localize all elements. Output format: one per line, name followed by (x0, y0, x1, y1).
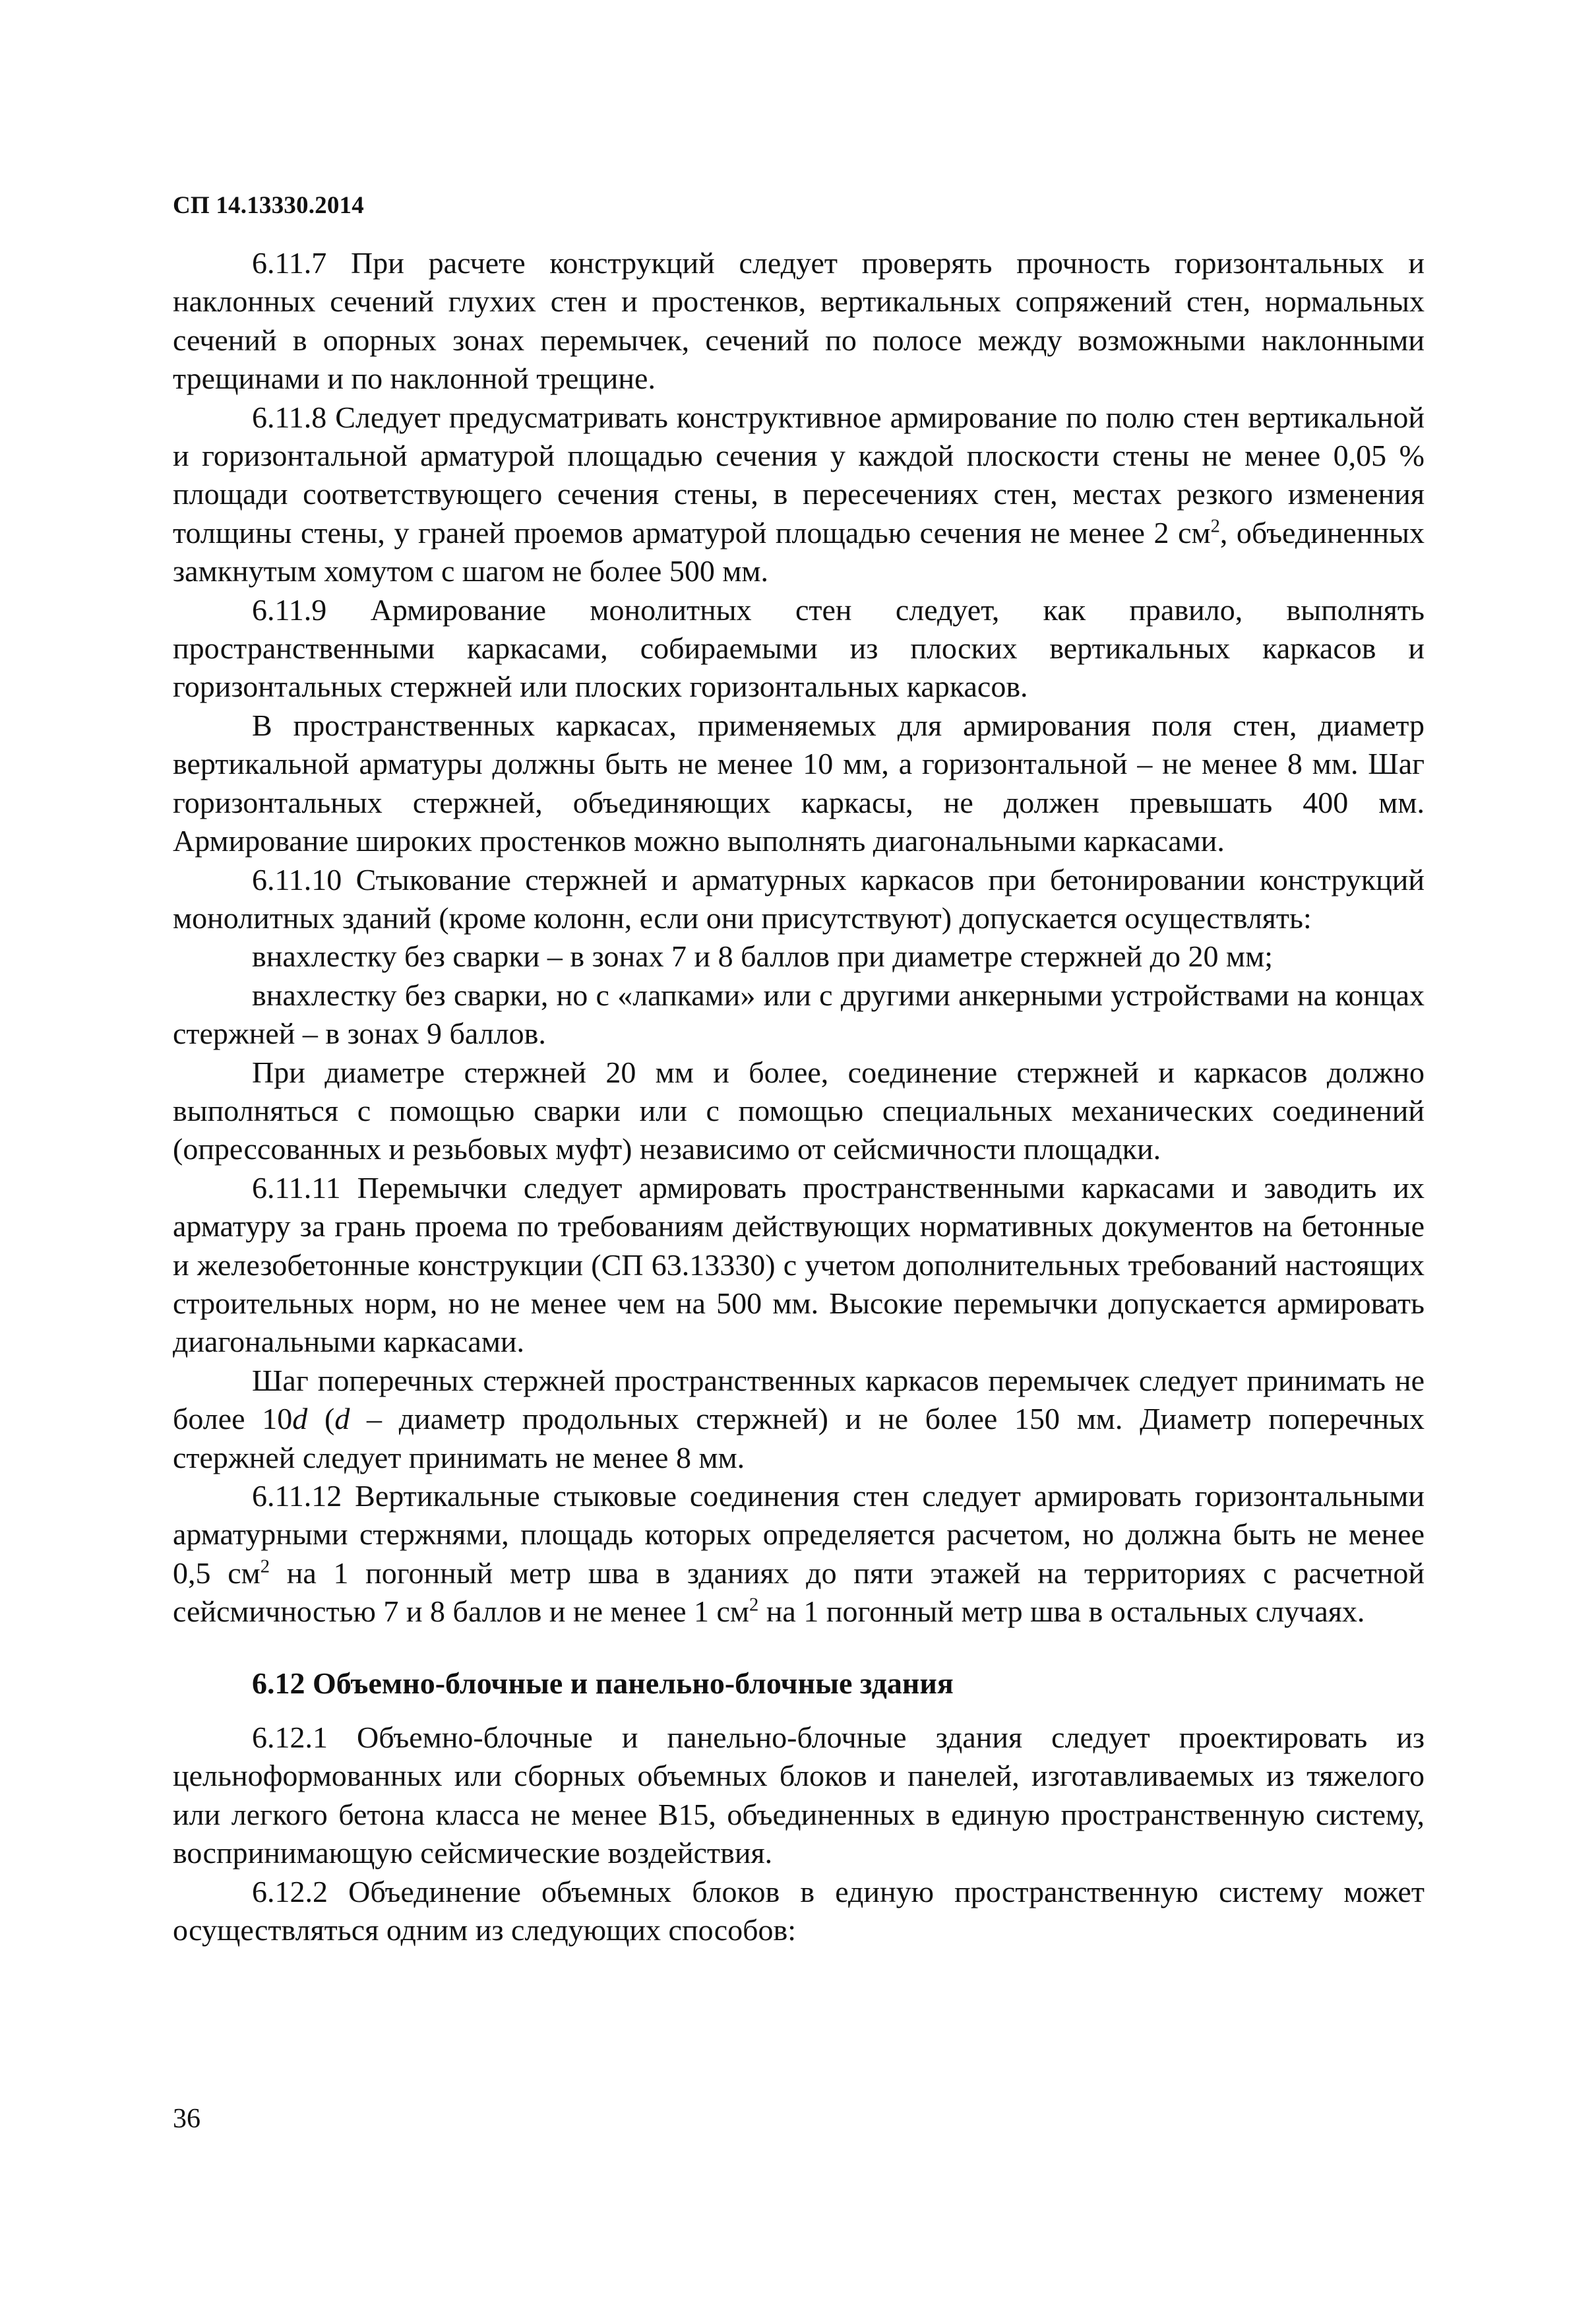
paragraph-6-11-8-text: 6.11.8 Следует предусматривать конструктивное армирование по полю стен вертикальной и горизонтальной арматурой площадью сечения у каждой плоскости стены не менее 0,05 % площади соответствующего сечения стены, в пересечениях стен, местах резкого изменения толщины стены, у граней проемов арматурой площадью сечения не менее 2 см (173, 400, 1425, 550)
paragraph-6-11-12 (173, 1477, 1425, 1631)
paragraph-6-11-9: 6.11.9 Армирование монолитных стен следует, как правило, выполнять пространственными каркасами, собираемыми из плоских вертикальных каркасов и горизонтальных стержней или плоских горизонтальных каркасов. (173, 592, 1425, 704)
superscript: 2 (749, 1594, 759, 1616)
paragraph-transverse-bars-mid: ( (307, 1402, 335, 1436)
paragraph-6-11-12-text: 6.11.12 Вертикальные стыковые соединения стен следует армировать горизонтальными арматурными стержнями, площадь которых определяется расчетом, но должна быть не менее 0,5 см (173, 1479, 1425, 1590)
paragraph-6-11-7: 6.11.7 При расчете конструкций следует проверять прочность горизонтальных и наклонных сечений глухих стен и простенков, вертикальных сопряжений стен, нормальных сечений в опорных зонах перемычек, сечений по полосе между возможными наклонными трещинами и по наклонной трещине. (173, 246, 1425, 396)
paragraph-6-11-8-end: , объединенных замкнутым хомутом с шагом не более 500 мм. (173, 515, 1425, 588)
paragraph-6-11-12-end: на 1 погонный метр шва в остальных случаях. (758, 1594, 1365, 1629)
document-code: СП 14.13330.2014 (173, 192, 364, 219)
list-item-lap-splice: внахлестку без сварки – в зонах 7 и 8 баллов при диаметре стержней до 20 мм; (252, 939, 1274, 974)
page-body (173, 244, 1425, 1949)
list-item-lap-splice-anchors: внахлестку без сварки, но с «лапками» или с другими анкерными устройствами на концах стержней – в зонах 9 баллов. (173, 978, 1425, 1051)
paragraph-6-12-1: 6.12.1 Объемно-блочные и панельно-блочные здания следует проектировать из цельноформованных или сборных объемных блоков и панелей, изготавливаемых из тяжелого или легкого бетона класса не менее В15, объединенных в единую пространственную систему, воспринимающую сейсмические воздействия. (173, 1720, 1425, 1870)
page-number: 36 (173, 2104, 200, 2134)
section-heading-6-12: 6.12 Объемно-блочные и панельно-блочные здания (252, 1666, 954, 1700)
paragraph-transverse-bars (173, 1362, 1425, 1477)
superscript: 2 (260, 1556, 270, 1577)
paragraph-transverse-bars-end: – диаметр продольных стержней) и не более 150 мм. Диаметр поперечных стержней следует принимать не менее 8 мм. (173, 1402, 1425, 1474)
italic-d: d (334, 1402, 350, 1436)
paragraph-frames: В пространственных каркасах, применяемых для армирования поля стен, диаметр вертикальной арматуры должны быть не менее 10 мм, а горизонтальной – не менее 8 мм. Шаг горизонтальных стержней, объединяющих каркасы, не должен превышать 400 мм. Армирование широких простенков можно выполнять диагональными каркасами. (173, 708, 1425, 858)
superscript: 2 (1210, 516, 1220, 537)
paragraph-6-11-8 (173, 398, 1425, 591)
paragraph-transverse-bars-text: Шаг поперечных стержней пространственных каркасов перемычек следует принимать не более 10 (173, 1363, 1425, 1436)
paragraph-6-12-2: 6.12.2 Объединение объемных блоков в единую пространственную систему может осуществляться одним из следующих способов: (173, 1874, 1425, 1947)
paragraph-6-11-12-mid: на 1 погонный метр шва в зданиях до пяти этажей на территориях с расчетной сейсмичностью 7 и 8 баллов и не менее 1 см (173, 1556, 1425, 1629)
paragraph-6-11-11: 6.11.11 Перемычки следует армировать пространственными каркасами и заводить их арматуру за грань проема по требованиям действующих нормативных документов на бетонные и железобетонные конструкции (СП 63.13330) с учетом дополнительных требований настоящих строительных норм, но не менее чем на 500 мм. Высокие перемычки допускается армировать диагональными каркасами. (173, 1170, 1425, 1359)
paragraph-6-11-10: 6.11.10 Стыкование стержней и арматурных каркасов при бетонировании конструкций монолитных зданий (кроме колонн, если они присутствуют) допускается осуществлять: (173, 862, 1425, 935)
italic-d: d (292, 1402, 308, 1436)
paragraph-welding: При диаметре стержней 20 мм и более, соединение стержней и каркасов должно выполняться с помощью сварки или с помощью специальных механических соединений (опрессованных и резьбовых муфт) независимо от сейсмичности площадки. (173, 1055, 1425, 1166)
